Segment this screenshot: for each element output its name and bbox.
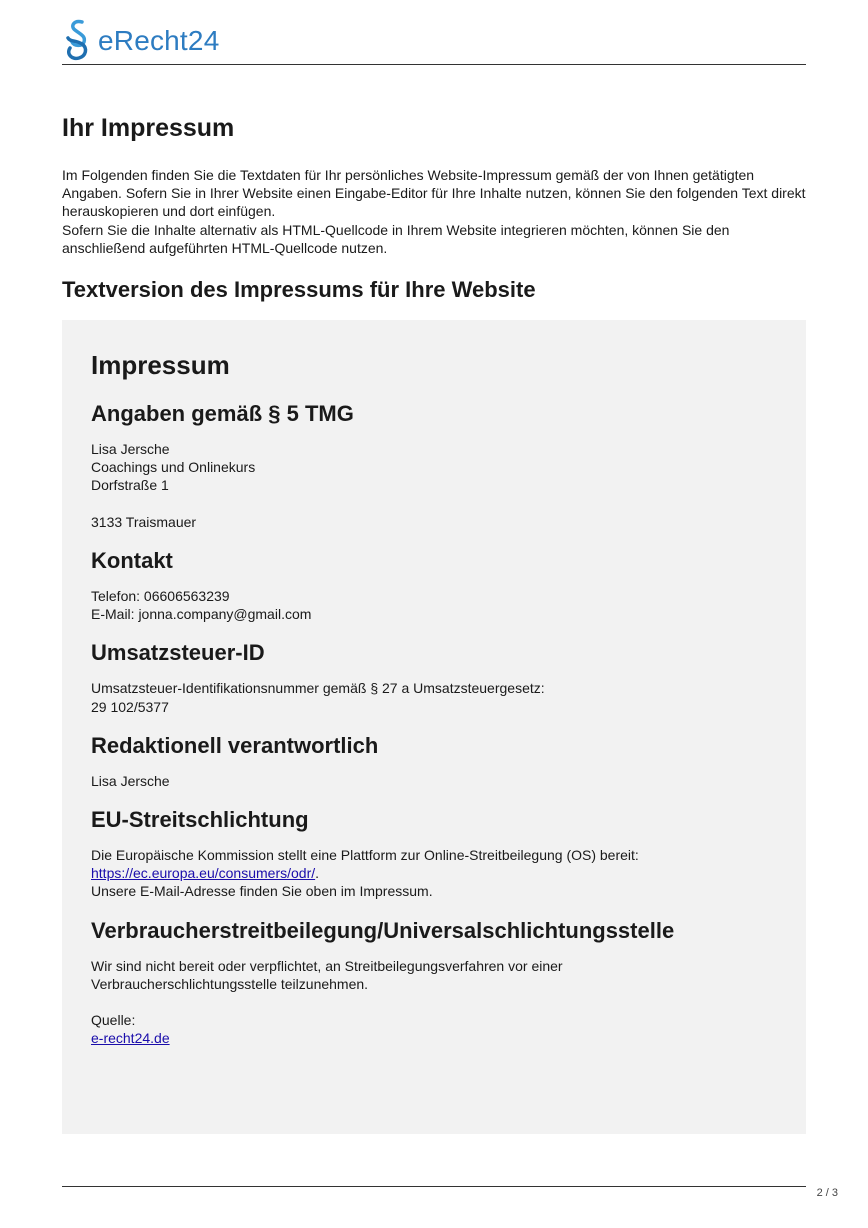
impressum-box: [62, 320, 806, 1134]
footer-rule: [62, 1186, 806, 1187]
odr-link[interactable]: https://ec.europa.eu/consumers/odr/: [91, 865, 316, 882]
email: E-Mail: jonna.company@gmail.com: [91, 606, 312, 623]
page-title: Ihr Impressum: [62, 114, 235, 142]
street: Dorfstraße 1: [91, 477, 169, 494]
ust-value: 29 102/5377: [91, 698, 169, 715]
verbraucher-heading: Verbraucherstreitbeilegung/Universalschlichtungsstelle: [91, 917, 675, 943]
section-title: Textversion des Impressums für Ihre Website: [62, 277, 536, 303]
page-number: 2 / 3: [816, 1187, 838, 1199]
address-block: [91, 440, 781, 531]
eu-heading: EU-Streitschlichtung: [91, 807, 309, 833]
phone: Telefon: 06606563239: [91, 588, 230, 604]
intro-text: [62, 166, 806, 257]
page-header: [62, 16, 806, 65]
city: 3133 Traismauer: [91, 513, 197, 530]
intro-paragraph-1: Im Folgenden finden Sie die Textdaten für Ihr persönliches Website-Impressum gemäß der von Ihnen getätigten Angaben. Sofern Sie in Ihrer Website einen Eingabe-Editor für Ihre Inhalte nutzen, können Sie den folgenden Text direkt herauskopieren und dort einfügen.: [62, 167, 806, 220]
angaben-heading: Angaben gemäß § 5 TMG: [91, 401, 354, 426]
eu-text: Die Europäische Kommission stellt eine Plattform zur Online-Streitbeilegung (OS) bereit:: [91, 847, 639, 864]
paragraph-logo-icon: [62, 18, 98, 62]
owner-name: Lisa Jersche: [91, 441, 170, 457]
contact-block: [91, 587, 781, 623]
company-name: Coachings und Onlinekurs: [91, 459, 256, 476]
ust-heading: Umsatzsteuer-ID: [91, 640, 265, 666]
odr-link-suffix: .: [315, 865, 320, 882]
eu-block: [91, 846, 781, 901]
brand-logo: [62, 18, 219, 62]
kontakt-heading: Kontakt: [91, 548, 173, 573]
source-link[interactable]: e-recht24.de: [91, 1030, 170, 1047]
source-label: Quelle:: [91, 1012, 136, 1029]
ust-block: [91, 679, 781, 715]
eu-note: Unsere E-Mail-Adresse finden Sie oben im Impressum.: [91, 883, 433, 900]
verbraucher-text-1: Wir sind nicht bereit oder verpflichtet, an Streitbeilegungsverfahren vor einer: [91, 957, 563, 974]
verbraucher-text-2: Verbraucherschlichtungsstelle teilzunehmen.: [91, 975, 369, 992]
redaktion-heading: Redaktionell verantwortlich: [91, 732, 379, 758]
redaktion-name: Lisa Jersche: [91, 772, 170, 789]
impressum-title: Impressum: [91, 350, 230, 380]
ust-label: Umsatzsteuer-Identifikationsnummer gemäß § 27 a Umsatzsteuergesetz:: [91, 680, 545, 697]
intro-paragraph-2: Sofern Sie die Inhalte alternativ als HTML-Quellcode in Ihrem Website integrieren möchten, können Sie den anschließend aufgeführten HTML-Quellcode nutzen.: [62, 221, 730, 256]
brand-name: eRecht24: [98, 25, 220, 56]
redaktion-block: [91, 772, 781, 790]
verbraucher-block: [91, 957, 781, 1048]
main-content: [62, 110, 806, 321]
